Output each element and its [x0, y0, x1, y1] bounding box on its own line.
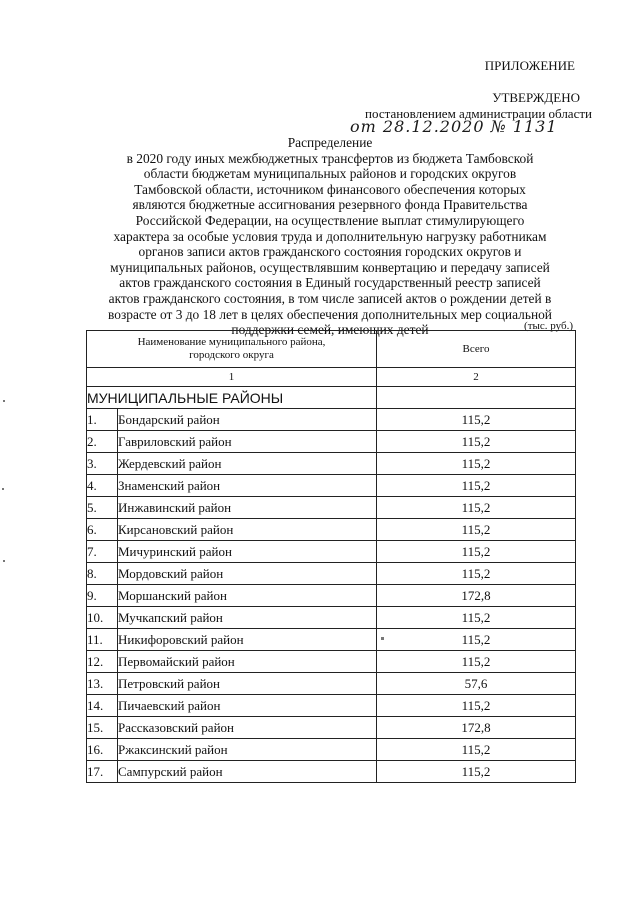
title-line: являются бюджетные ассигнования резервного фонда Правительства: [132, 197, 528, 213]
district-name-cell: Мордовский район: [118, 563, 377, 585]
district-name-cell: Знаменский район: [118, 475, 377, 497]
table-row: [87, 431, 576, 453]
scan-speck: [3, 560, 5, 562]
district-name-cell: Рассказовский район: [118, 717, 377, 739]
section-row: [87, 387, 576, 409]
table-row: [87, 497, 576, 519]
total-amount-cell: 57,6: [377, 673, 576, 695]
table-row: [87, 563, 576, 585]
district-name-cell: Моршанский район: [118, 585, 377, 607]
row-number-cell: 5.: [87, 497, 118, 519]
title-line: актов гражданского состояния, в том числе записей актов о рождении детей в: [108, 290, 552, 306]
title-line: Тамбовской области, источником финансового обеспечения которых: [134, 181, 526, 197]
column-number-1: 1: [87, 368, 377, 387]
row-number-cell: 11.: [87, 629, 118, 651]
row-number-cell: 15.: [87, 717, 118, 739]
district-name-cell: Пичаевский район: [118, 695, 377, 717]
total-amount-cell: 115,2: [377, 607, 576, 629]
title-line: области бюджетам муниципальных районов и городских округов: [143, 166, 517, 182]
total-amount-cell: 115,2: [377, 409, 576, 431]
total-amount-cell: 115,2: [377, 541, 576, 563]
appendix-label: ПРИЛОЖЕНИЕ: [484, 58, 575, 73]
district-name-cell: Кирсановский район: [118, 519, 377, 541]
table-row: [87, 585, 576, 607]
title-line: муниципальных районов, осуществлявшим конвертацию и передачу записей: [110, 259, 550, 275]
row-number-cell: 16.: [87, 739, 118, 761]
section-label: МУНИЦИПАЛЬНЫЕ РАЙОНЫ: [87, 387, 377, 409]
table-row: [87, 629, 576, 651]
total-amount-cell: 115,2: [377, 519, 576, 541]
total-amount-cell: 115,2: [377, 563, 576, 585]
table-row: [87, 673, 576, 695]
table-row: [87, 453, 576, 475]
handwritten-date-signature: от 28.12.2020 № 1131: [350, 117, 558, 136]
row-number-cell: 2.: [87, 431, 118, 453]
table-row: [87, 761, 576, 783]
title-line: характера за особые условия труда и дополнительную нагрузку работникам: [113, 228, 547, 244]
district-name-cell: Мучкапский район: [118, 607, 377, 629]
header-total-cell: Всего: [377, 331, 576, 368]
district-name-cell: Инжавинский район: [118, 497, 377, 519]
district-name-cell: Петровский район: [118, 673, 377, 695]
title-line: Российской Федерации, на осуществление выплат стимулирующего: [135, 212, 525, 228]
document-title: [80, 135, 580, 338]
title-line: Распределение: [287, 135, 373, 150]
row-number-cell: 14.: [87, 695, 118, 717]
table-row: [87, 607, 576, 629]
total-amount-cell: 115,2: [377, 739, 576, 761]
district-name-cell: Ржаксинский район: [118, 739, 377, 761]
district-name-cell: Первомайский район: [118, 651, 377, 673]
title-line: органов записи актов гражданского состояния городских округов и: [138, 244, 522, 260]
row-number-cell: 6.: [87, 519, 118, 541]
district-name-cell: Бондарский район: [118, 409, 377, 431]
table-row: [87, 739, 576, 761]
scan-speck: [3, 400, 5, 402]
row-number-cell: 1.: [87, 409, 118, 431]
total-amount-cell: 115,2: [377, 629, 576, 651]
total-amount-cell: 115,2: [377, 475, 576, 497]
table-row: [87, 695, 576, 717]
header-name-cell: [87, 331, 377, 368]
row-number-cell: 17.: [87, 761, 118, 783]
table-row: [87, 475, 576, 497]
district-name-cell: Жердевский район: [118, 453, 377, 475]
header-name-line: Наименование муниципального района,: [137, 336, 326, 348]
row-number-cell: 10.: [87, 607, 118, 629]
district-name-cell: Никифоровский район: [118, 629, 377, 651]
district-name-cell: Мичуринский район: [118, 541, 377, 563]
distribution-table: [86, 330, 576, 783]
total-amount-cell: 115,2: [377, 651, 576, 673]
table-header-row: [87, 331, 576, 368]
column-number-2: 2: [377, 368, 576, 387]
title-line: поддержки семей, имеющих детей: [231, 322, 429, 338]
total-amount-cell: 115,2: [377, 497, 576, 519]
table-row: [87, 519, 576, 541]
total-amount-cell: 172,8: [377, 585, 576, 607]
district-name-cell: Гавриловский район: [118, 431, 377, 453]
row-number-cell: 8.: [87, 563, 118, 585]
title-line: в 2020 году иных межбюджетных трансфертов из бюджета Тамбовской: [126, 150, 534, 166]
total-amount-cell: 115,2: [377, 761, 576, 783]
total-amount-cell: 115,2: [377, 453, 576, 475]
header-name-line: городского округа: [189, 349, 274, 361]
approved-label: УТВЕРЖДЕНО: [492, 90, 580, 105]
title-line: возрасте от 3 до 18 лет в целях обеспечения дополнительных мер социальной: [108, 306, 552, 322]
table-row: [87, 409, 576, 431]
units-label: (тыс. руб.): [524, 320, 573, 332]
table-row: [87, 717, 576, 739]
total-amount-cell: 115,2: [377, 431, 576, 453]
row-number-cell: 7.: [87, 541, 118, 563]
district-name-cell: Сампурский район: [118, 761, 377, 783]
row-number-cell: 13.: [87, 673, 118, 695]
section-empty-cell: [377, 387, 576, 409]
total-amount-cell: 172,8: [377, 717, 576, 739]
row-number-cell: 3.: [87, 453, 118, 475]
row-number-cell: 12.: [87, 651, 118, 673]
title-line: актов гражданского состояния в Единый государственный реестр записей: [119, 275, 541, 291]
total-amount-cell: 115,2: [377, 695, 576, 717]
table-row: [87, 651, 576, 673]
column-number-row: [87, 368, 576, 387]
row-number-cell: 4.: [87, 475, 118, 497]
row-number-cell: 9.: [87, 585, 118, 607]
decree-label: постановлением администрации области: [365, 106, 592, 121]
scan-speck: [381, 637, 384, 640]
scan-speck: [2, 488, 4, 490]
table-row: [87, 541, 576, 563]
